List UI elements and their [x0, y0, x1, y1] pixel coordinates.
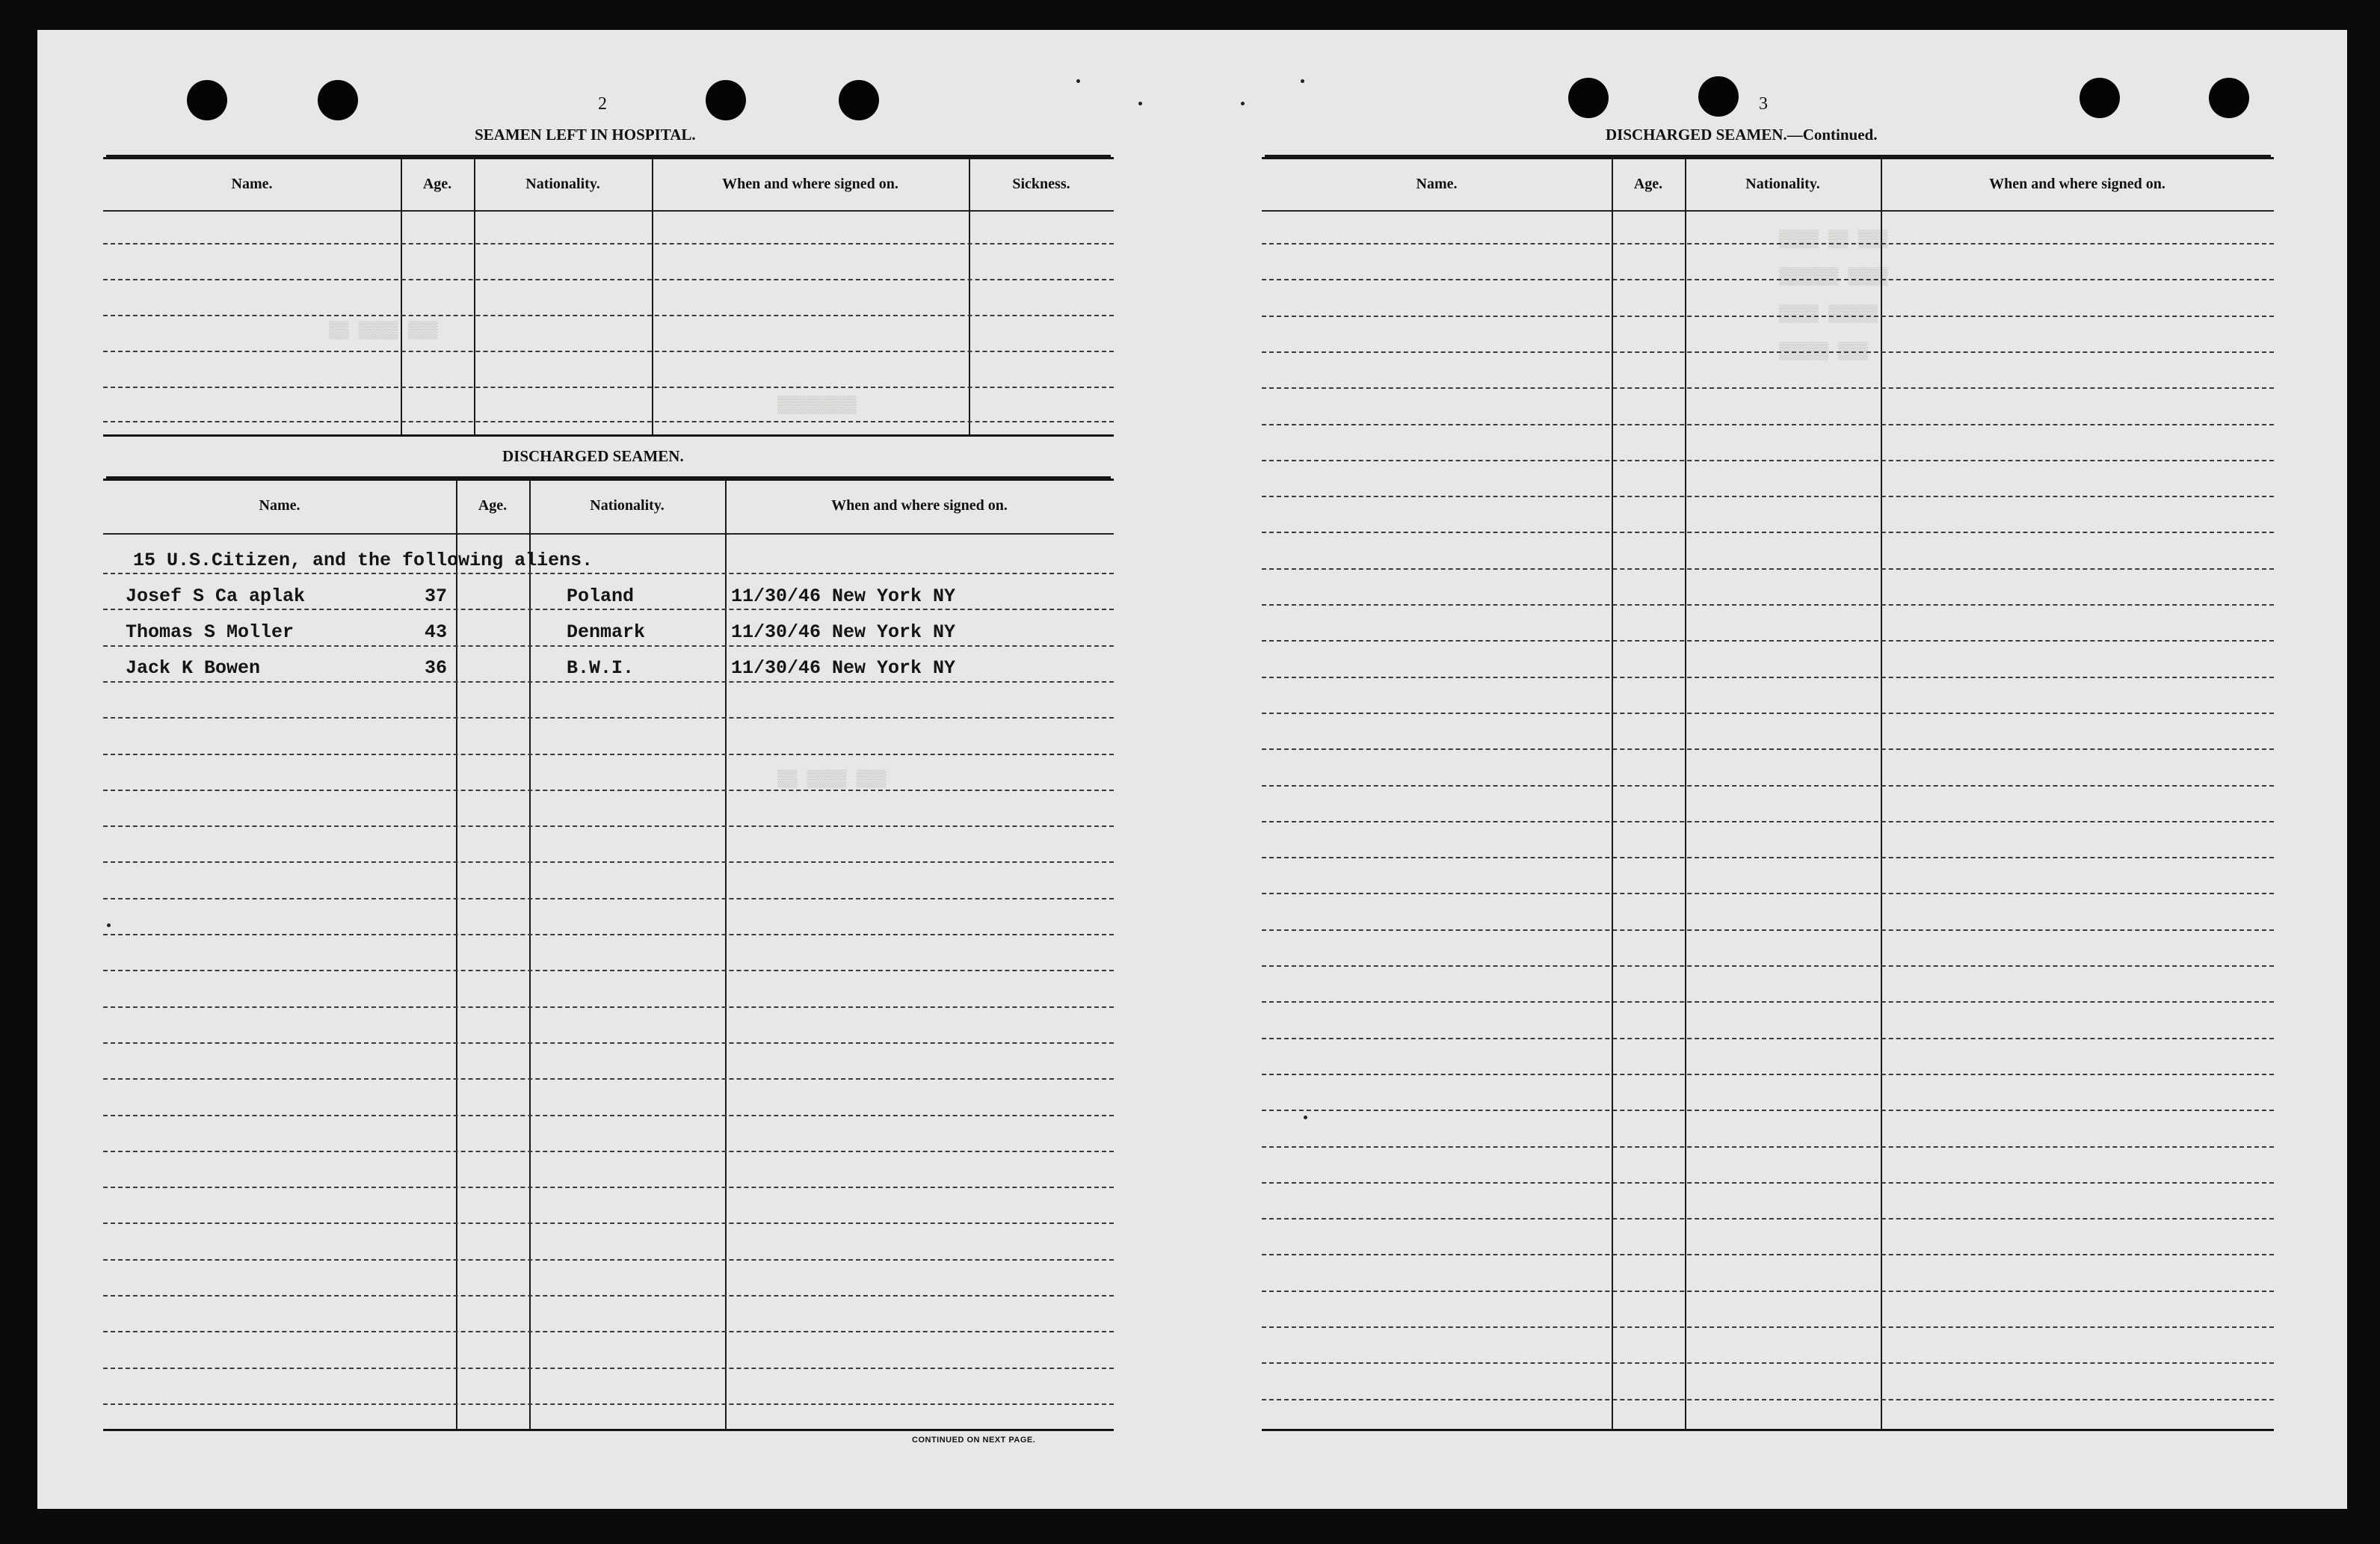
table-row	[103, 621, 1114, 651]
col-header-age: Age.	[422, 176, 452, 192]
punch-hole	[187, 80, 227, 120]
ruling-line	[103, 1403, 1114, 1405]
col-header-sickness: Sickness.	[1012, 176, 1070, 192]
col-header-name: Name.	[259, 497, 300, 514]
seaman-name: Josef S Ca aplak	[126, 585, 306, 607]
ruling-line	[103, 681, 1114, 683]
ruling-line	[103, 1115, 1114, 1116]
ruling-line	[1262, 713, 2274, 714]
ruling-line	[103, 898, 1114, 899]
seaman-age: 37	[425, 585, 448, 607]
ruling-line	[1262, 857, 2274, 858]
ruling-line	[1262, 604, 2274, 606]
col-header-nationality: Nationality.	[590, 497, 665, 514]
ruling-line	[103, 645, 1114, 647]
speck	[1241, 102, 1245, 105]
ruling-line	[1262, 821, 2274, 822]
ruling-line	[103, 790, 1114, 791]
seaman-nationality: Denmark	[567, 621, 646, 643]
ruling-line	[1262, 1326, 2274, 1328]
document-sheet	[37, 30, 2347, 1509]
ruling-line	[1262, 640, 2274, 642]
page-number-left: 2	[598, 94, 607, 114]
punch-hole	[2080, 78, 2120, 118]
hospital-table	[103, 157, 1114, 437]
ruling-line	[1262, 748, 2274, 750]
ruling-line	[1262, 1038, 2274, 1039]
page-number-right: 3	[1759, 94, 1768, 114]
ruling-line	[1262, 424, 2274, 425]
ruling-line	[1262, 1218, 2274, 1219]
ruling-line	[103, 754, 1114, 755]
table-row	[103, 657, 1114, 687]
ruling-line	[1262, 1254, 2274, 1255]
ruling-line	[103, 1042, 1114, 1044]
ruling-line	[103, 1078, 1114, 1080]
ruling-line	[1262, 243, 2274, 244]
seaman-name: Thomas S Moller	[126, 621, 295, 643]
ruling-line	[103, 1187, 1114, 1188]
citizen-note: 15 U.S.Citizen, and the following aliens.	[133, 550, 594, 571]
punch-hole	[839, 80, 879, 120]
speck	[1301, 79, 1304, 83]
seaman-signed-on: 11/30/46 New York NY	[731, 621, 956, 643]
table-row	[103, 585, 1114, 615]
ruling-line	[1262, 460, 2274, 461]
ruling-line	[1262, 532, 2274, 533]
ruling-line	[103, 609, 1114, 610]
ruling-line	[1262, 893, 2274, 894]
ruling-line	[1262, 677, 2274, 678]
punch-hole	[706, 80, 746, 120]
ruling-line	[1262, 279, 2274, 280]
bleed-through-mark: ▒▒▒ ▒▒▒▒▒	[1779, 342, 1868, 361]
ruling-line	[1262, 1182, 2274, 1184]
bleed-through-mark: ▒▒▒ ▒▒ ▒▒▒▒	[1779, 230, 1888, 249]
bleed-through-mark: ▒▒▒ ▒▒▒▒ ▒▒	[777, 770, 887, 789]
col-header-signed-on: When and where signed on.	[831, 497, 1008, 514]
bleed-through-mark: ▒▒▒▒▒▒▒▒	[777, 396, 857, 415]
ruling-line	[1262, 965, 2274, 967]
punch-hole	[1568, 78, 1609, 118]
ruling-line	[1262, 1001, 2274, 1003]
ruling-line	[103, 717, 1114, 719]
bleed-through-mark: ▒▒▒▒ ▒▒▒▒▒▒	[1779, 268, 1888, 286]
ruling-line	[1262, 496, 2274, 497]
ruling-line	[1262, 1399, 2274, 1400]
ruling-line	[1262, 1146, 2274, 1148]
seaman-nationality: B.W.I.	[567, 657, 635, 679]
ruling-line	[103, 861, 1114, 863]
discharged-title: DISCHARGED SEAMEN.	[502, 447, 684, 465]
ruling-line	[1262, 785, 2274, 787]
punch-hole	[318, 80, 358, 120]
seaman-signed-on: 11/30/46 New York NY	[731, 585, 956, 607]
seaman-signed-on: 11/30/46 New York NY	[731, 657, 956, 679]
ruling-line	[1262, 316, 2274, 317]
punch-hole	[1698, 76, 1739, 117]
col-header-age: Age.	[478, 497, 508, 514]
col-header-name: Name.	[1416, 176, 1458, 192]
seaman-age: 36	[425, 657, 448, 679]
col-header-nationality: Nationality.	[1745, 176, 1820, 192]
seaman-nationality: Poland	[567, 585, 635, 607]
seaman-name: Jack K Bowen	[126, 657, 261, 679]
bleed-through-mark: ▒▒▒ ▒▒▒▒ ▒▒	[329, 322, 438, 340]
ruling-line	[103, 1151, 1114, 1152]
hospital-title: SEAMEN LEFT IN HOSPITAL.	[475, 126, 696, 144]
ruling-line	[1262, 929, 2274, 931]
continued-title: DISCHARGED SEAMEN.—Continued.	[1606, 126, 1878, 144]
bleed-through-mark: ▒▒▒▒▒ ▒▒▒▒	[1779, 305, 1878, 324]
speck	[1138, 102, 1142, 105]
ruling-line	[103, 1259, 1114, 1261]
ruling-line	[103, 934, 1114, 935]
col-header-age: Age.	[1633, 176, 1663, 192]
continued-table	[1262, 157, 2274, 1431]
discharged-table	[103, 479, 1114, 1431]
ruling-line	[103, 1295, 1114, 1297]
ruling-line	[1262, 568, 2274, 570]
col-header-signed-on: When and where signed on.	[1989, 176, 2165, 192]
col-header-name: Name.	[231, 176, 273, 192]
speck	[1076, 79, 1080, 83]
ruling-line	[103, 1222, 1114, 1224]
ruling-line	[1262, 351, 2274, 353]
col-header-nationality: Nationality.	[525, 176, 600, 192]
continued-footer: CONTINUED ON NEXT PAGE.	[912, 1436, 1036, 1445]
ruling-line	[103, 825, 1114, 827]
col-header-signed-on: When and where signed on.	[722, 176, 898, 192]
ruling-line	[1262, 387, 2274, 389]
ruling-line	[1262, 1362, 2274, 1364]
ruling-line	[103, 1331, 1114, 1332]
ruling-line	[1262, 1110, 2274, 1111]
ruling-line	[1262, 1291, 2274, 1292]
ruling-line	[103, 573, 1114, 574]
ruling-line	[1262, 1074, 2274, 1075]
ruling-line	[103, 970, 1114, 971]
punch-hole	[2209, 78, 2249, 118]
seaman-age: 43	[425, 621, 448, 643]
ruling-line	[103, 1368, 1114, 1369]
ruling-line	[103, 1006, 1114, 1008]
